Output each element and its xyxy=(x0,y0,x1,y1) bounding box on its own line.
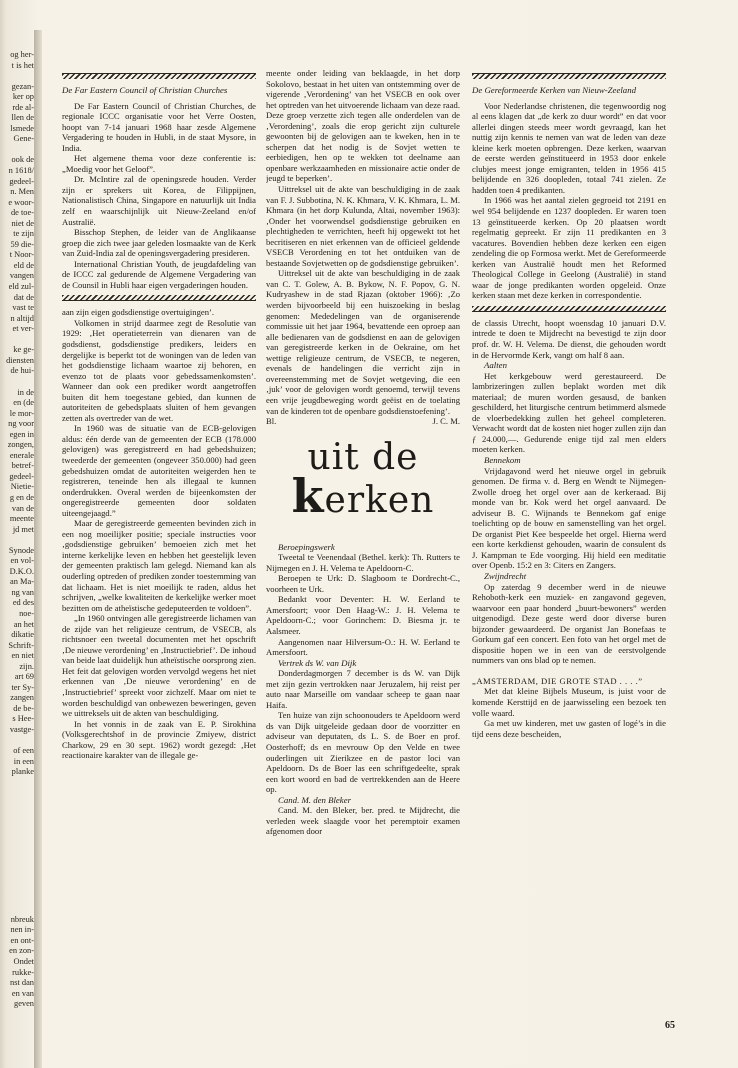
fragment-line: en niet xyxy=(11,651,34,661)
fragment-line xyxy=(0,873,34,884)
fragment-line: og her- xyxy=(10,50,34,59)
soviet-article-continuation xyxy=(266,68,460,416)
fragment-line xyxy=(0,862,34,873)
fragment-line: Gene- xyxy=(13,134,34,144)
paragraph: Uittreksel uit de akte van beschuldiging in de zaak van C. T. Golew, A. B. Bykow, N. F. Popov, G. N. Kudryashew in de stad Rjazan (oktober 1966): ‚Zo werden bijvoorbeeld bij een huiszoeking in beslag genomen: Mededelingen van de organiserende commissie uit het jaar 1964, bevattende een oproep aan alle bedienaren van de godsdienst en aan de gelovigen van geregistreerde kerken in de Oekraine, om het wettige religieuze centrum, de VSECB, te negeren, evenals de handelingen die verricht zijn in overeenstemming met de Sovjet wetgeving, die een ‚juk’ voor de gelovigen wordt genoemd, terwijl tevens een vrije jeugdbeweging wordt geëist en de toelating van de kinderen tot de openbare godsdienstoefening’. xyxy=(266,268,460,416)
local-church-news xyxy=(472,360,666,666)
section-paragraph: Het kerkgebouw werd gerestaureerd. De lambrizeringen zullen beplakt worden met dik materiaal; de muren worden gesausd, de banken geschilderd, het liturgische centrum betimmerd alsmede de vloerbedekking zullen het geheel completeren. Verwacht wordt dat de kosten niet hoger zullen zijn dan ƒ 24.000,—. Gedurende enige tijd zal men elders moeten kerken. xyxy=(472,370,666,455)
fragment-line xyxy=(0,377,34,388)
fragment-line: en zon- xyxy=(9,946,34,956)
fragment-line xyxy=(0,830,34,841)
fragment-line: nst dan xyxy=(10,978,34,988)
section-paragraph: Beroepen te Urk: D. Slagboom te Dordrecht-C., voorheen te Urk. xyxy=(266,573,460,594)
paragraph: In het vonnis in de zaak van E. P. Sirokhina (Volksgerechtshof in de provincie Zmiyew, district Charkow, 29 en 30 sept. 1962) wordt gezegd: ‚Het reactionaire karakter van de illegale ge- xyxy=(62,718,256,761)
column-2 xyxy=(266,68,460,1028)
section-paragraph: Aangenomen naar Hilversum-O.: H. W. Eerland te Amersfoort. xyxy=(266,636,460,658)
fragment-line xyxy=(0,799,34,810)
section-paragraph: Ten huize van zijn schoonouders te Apeldoorn werd ds van Dijk uitgeleide gedaan door de voorzitter en adviseur van deputaten, ds L. S. de Boer en prof. Oosterhoff; ds en mevrouw Op den Velde en twee ouderlingen uit Zierikzee en de pastor loci van Apeldoorn. Ds de Boer las een schriftgedeelte, sprak een kort woord en bad de vertrekkenden aan de Heere op. xyxy=(266,710,460,795)
fragment-line: de hui- xyxy=(10,366,34,376)
fragment-line: t Noor- xyxy=(9,250,34,260)
fragment-line xyxy=(0,809,34,820)
fragment-line: de be- xyxy=(13,703,34,713)
fragment-line xyxy=(0,841,34,852)
fragment-line: an Ma- xyxy=(10,577,34,587)
section-heading: Bennekom xyxy=(484,455,521,465)
church-news-sections xyxy=(266,542,460,837)
fragment-line: diensten xyxy=(6,355,34,365)
paragraph: Bisschop Stephen, de leider van de Anglikaanse groep die zich twee jaar geleden losmaakte van de Kerk van Zuid-India zal de openingsvergadering presideren. xyxy=(62,227,256,259)
fragment-line: Synode xyxy=(8,545,34,555)
fragment-line xyxy=(0,778,34,789)
paragraph: International Christian Youth, de jeugdafdeling van de ICCC zal gedurende de Algemene Vergadering van de Counsil in Hubli haar eigen vergaderingen houden. xyxy=(62,258,256,290)
fragment-line: zongen, xyxy=(7,440,34,450)
paragraph: Maar de geregistreerde gemeenten bevinden zich in een nog moeilijker positie; speciale instructies voor ‚godsdienstige gebruiken’ bemoeien zich met het interne kerkelijke leven en hebben het geestelijk leven der gemeenten praktisch lam gelegd. Niemand kan als ouderling optreden of prediken zonder toestemming van dat lichaam. Het is niet moeilijk te raden, aldus het schrijven, „welke kwaliteiten de kerkelijke werker moet bezitten om de atheïstische gedeputeerden te voldoen”. xyxy=(62,518,256,613)
fragment-line: zangen xyxy=(10,693,34,703)
fragment-line: ter Sy- xyxy=(11,682,34,692)
fragment-line: in een xyxy=(13,756,34,766)
paragraph: de classis Utrecht, hoopt woensdag 10 januari D.V. intrede te doen te Mijdrecht na bevestigd te zijn door prof. dr. W. H. Velema. De dienst, die gehouden wordt in de Hervormde Kerk, vangt om half 8 aan. xyxy=(472,317,666,360)
fragment-line xyxy=(0,736,34,747)
fragment-line: ke ge- xyxy=(13,345,34,355)
article-signature xyxy=(266,416,460,427)
fragment-line: n. Men xyxy=(10,187,34,197)
fragment-line: vangen xyxy=(9,271,34,281)
fragment-line: t is het xyxy=(11,60,34,70)
article-heading-nieuw-zeeland: De Gereformeerde Kerken van Nieuw-Zeeland xyxy=(472,85,636,95)
fragment-line: nen in- xyxy=(10,925,34,935)
fragment-line: ng voor xyxy=(8,419,34,429)
paragraph: Het algemene thema voor deze conferentie is: „Moedig voor het Geloof”. xyxy=(62,153,256,174)
fragment-line: vastge- xyxy=(9,725,34,734)
fragment-line: art 69 xyxy=(14,672,34,682)
fragment-line: en vol- xyxy=(10,556,34,566)
section-heading: Cand. M. den Bleker xyxy=(278,794,352,805)
section-paragraph: Tweetal te Veenendaal (Bethel. kerk): Th. Rutters te Nijmegen en J. H. Velema te Apeldoorn-C. xyxy=(266,552,460,573)
fragment-line: g en de xyxy=(9,492,34,502)
fragment-line: Schrift- xyxy=(8,640,34,650)
fragment-line: Ondet xyxy=(13,957,34,967)
fragment-line: rde al- xyxy=(12,102,34,112)
uit-de-kerken-banner: uit de kerken xyxy=(291,436,435,523)
fragment-line xyxy=(0,535,34,546)
fragment-line: eld zul- xyxy=(8,282,34,292)
paragraph: „In 1960 ontvingen alle geregistreerde lichamen van de zijde van het religieuze centrum, de VSECB, als richtsnoer een tweetal documenten met het opschrift ‚De nieuwe verordening’ en ‚Instructiebrief’. De inhoud van beide laat duidelijk hun atheïstische oorsprong zien. Het feit dat gelovigen worden vervolgd wegens het niet erkennen van ‚De nieuwe verordening’ en de ‚Instructiebrief’ spreekt voor zichzelf. Maar om niet te worden beschuldigd van onbewezen beweringen, geven we uittreksels uit de akten van beschuldiging. xyxy=(62,613,256,719)
nieuw-zeeland-article xyxy=(472,101,666,301)
fragment-line: ker op xyxy=(12,92,34,102)
fragment-line: ng van xyxy=(11,587,34,597)
fragment-line: et ver- xyxy=(12,324,34,334)
section-paragraph: Op zaterdag 9 december werd in de nieuwe Rehoboth-kerk een muziek- en zangavond gegeven, waarvoor een paar honderd „buurt-bewoners” werden uitgenodigd. Deze geste werd door diverse buren bijzonder gewaardeerd. De organist Jan Bonefaas te Gorkum gaf een concert. Een foto van het orgel met de dispositie hopen we in een van de eerstvolgende nummers van ons blad op te nemen. xyxy=(472,581,666,666)
fragment-line xyxy=(0,71,34,82)
fragment-line xyxy=(0,788,34,799)
paragraph: Volkomen in strijd daarmee zegt de Resolutie van 1929: ‚Het operatieterrein van dienaren van de godsdienst, godsdienstige predikers, leiders en dergelijke is beperkt tot de woningen van de leden van het godsdienstige lichaam waartoe zij behoren, en evenzo tot de plaats voor gebedssamenkomsten’. Wanneer dan ook een prediker wordt aangetroffen buiten dit hem toegestane gebied, dan kunnen de autoriteiten de gebedsplaats sluiten of hem gevangen zetten als overtreder van de wet. xyxy=(62,317,256,423)
fragment-line: betref- xyxy=(11,461,34,471)
fragment-line: te zijn xyxy=(13,229,34,239)
fragment-line xyxy=(0,883,34,894)
page-number: 65 xyxy=(665,1020,675,1031)
paragraph: aan zijn eigen godsdienstige overtuigingen’. xyxy=(62,307,215,318)
paragraph: meente onder leiding van beklaagde, in het dorp Sokolovo, bestaat in het uiten van ontstemming over de vigerende ‚Verordening’ van het VSECB en ook over het optreden van het uitvoerende lichaam van deze raad. Deze groep verzette zich tegen alle onderdelen van de ‚Verordening’, zoals die erop gericht zijn culturele gewoonten bij de gelovigen aan te kweken, hen in te scherpen dat het nodig is de Sovjet wetten te eerbiedigen, hen op te wekken tot deelname aan openbare werkzaamheden en missionaire actie onder de jeugd te beperken’. xyxy=(266,68,460,184)
fragment-line: le mor- xyxy=(9,408,34,418)
fragment-line: D.K.O. xyxy=(9,566,34,576)
article-separator-right xyxy=(472,306,666,312)
paragraph: In 1960 was de situatie van de ECB-gelovigen aldus: één derde van de gemeenten der ECB (178.000 gelovigen) was geregistreerd en had gebedshuizen; tweederde der gemeenten (ongeveer 350.000) had geen gebedshuizen omdat de autoriteiten weigerden hen te registreren, teneinde hen als illegaal te kunnen onderdrukken. Overal werden de bijeenkomsten der ongeregistreerde gemeenten door soldaten uiteengejaagd.” xyxy=(62,423,256,518)
fragment-line: vast te xyxy=(12,303,34,313)
far-eastern-article xyxy=(62,101,256,291)
section-heading: Aalten xyxy=(484,360,507,371)
fragment-line: planke xyxy=(11,767,34,777)
fragment-line: nbreuk xyxy=(10,914,34,924)
fragment-line: gedeel- xyxy=(9,176,34,186)
fragment-line: e woor- xyxy=(8,197,34,207)
fragment-line xyxy=(0,894,34,905)
fragment-line: dikatie xyxy=(11,630,34,640)
section-heading: Beroepingswerk xyxy=(278,541,335,552)
fragment-line: de toe- xyxy=(10,208,34,218)
soviet-article-continued xyxy=(62,307,256,761)
fragment-line: ed des xyxy=(12,598,34,608)
fragment-line xyxy=(0,820,34,831)
fragment-line: eld de xyxy=(13,260,34,270)
fragment-line: Nietie- xyxy=(10,482,34,492)
section-heading: Zwijndrecht xyxy=(484,571,527,582)
paragraph: De Far Eastern Council of Christian Churches, de regionale ICCC organisatie voor het Verre Oosten, hoopt van 7-14 januari 1968 haar zesde Algemene Vergadering te houden in Hubli, in de staat Mysore, in India. xyxy=(62,100,256,153)
column-3 xyxy=(472,68,666,1028)
section-paragraph: Bedankt voor Deventer: H. W. Eerland te Amersfoort; voor Den Haag-W.: J. H. Velema te Apeldoorn-C.; voor Gorinchem: D. Biesma jr. te Aalsmeer. xyxy=(266,594,460,636)
section-heading: Vertrek ds W. van Dijk xyxy=(278,657,357,668)
fragment-line: egen in xyxy=(9,429,34,439)
fragment-line: n altijd xyxy=(10,313,34,323)
signature-right: J. C. M. xyxy=(432,416,460,427)
article-separator xyxy=(62,295,256,301)
fragment-line: gezan- xyxy=(11,81,34,91)
fragment-line: en van xyxy=(11,988,34,998)
fragment-line: niet de xyxy=(11,218,34,228)
fragment-line: n 1618/ xyxy=(8,166,34,176)
amsterdam-heading: „AMSTERDAM, DIE GROTE STAD . . . .” xyxy=(472,675,643,686)
top-separator xyxy=(62,73,256,79)
fragment-line: dat de xyxy=(13,292,34,302)
mijdrecht-continuation xyxy=(472,318,666,360)
fragment-line: gedeel- xyxy=(9,471,34,481)
signature-left: Bl. xyxy=(266,416,277,427)
fragment-line xyxy=(0,852,34,863)
fragment-line: en ont- xyxy=(10,935,34,945)
fragment-line: of een xyxy=(13,746,34,756)
section-paragraph: Vrijdagavond werd het nieuwe orgel in gebruik genomen. De firma v. d. Berg en Wendt te Nijmegen-Zwolle droeg het orgel over aan de kerkeraad. Bij monde van br. Kok werd het orgel aanvaard. De adviseur B. C. Wijnands te Bennekom gaf enige toelichting op de bouw en samenstelling van het orgel. De organist Piet Kee bespeelde het orgel. Hierna werd een korte kerkdienst gehouden, waarin de consulent ds J. Kampman te Ede voorging. Hij hield een meditatie over Openb. 15:2 en 3: Citers en Zangers. xyxy=(472,465,666,571)
column-1 xyxy=(62,68,256,1028)
page-gutter xyxy=(34,30,42,1068)
section-paragraph: Cand. M. den Bleker, ber. pred. te Mijdrecht, die verleden week slaagde voor het peremptoir examen afgenomen door xyxy=(266,805,460,837)
fragment-line: 59 die- xyxy=(10,239,34,249)
fragment-line: s Hee- xyxy=(12,714,34,724)
article-heading-far-eastern: De Far Eastern Council of Christian Churches xyxy=(62,85,228,95)
fragment-line: ook de xyxy=(11,155,34,165)
fragment-line: van de xyxy=(11,503,34,513)
section-paragraph: Donderdagmorgen 7 december is ds W. van Dijk met zijn gezin vertrokken naar Jeruzalem, hij reist per auto naar Marseille om vandaar scheep te gaan naar Haifa. xyxy=(266,668,460,710)
fragment-line: meente xyxy=(9,514,34,524)
fragment-line: rukke- xyxy=(12,967,34,977)
fragment-line: lsmede xyxy=(10,123,34,133)
fragment-line: enerale xyxy=(9,450,34,460)
fragment-line xyxy=(0,335,34,346)
fragment-line: noe- xyxy=(19,608,34,618)
paragraph: Dr. McIntire zal de openingsrede houden. Verder zijn er sprekers uit Korea, de Filippijnen, Nationalistisch China, Singapore en natuurlijk uit India zelf en waarschijnlijk uit Nieuw-Zeeland en/of Australië. xyxy=(62,174,256,227)
fragment-line: en (de xyxy=(13,398,34,408)
fragment-line: jd met xyxy=(12,524,34,534)
fragment-line: geven xyxy=(14,999,34,1009)
paragraph: Voor Nederlandse christenen, die tegenwoordig nog al eens klagen dat „de kerk zo duur wordt” en dat voor allerlei dingen steeds meer wordt gevraagd, kan het nuttig zijn kennis te nemen van wat de leden van deze kleine kerk moeten opbrengen. Deze kerken, waarvan de eerste werden geïnstitueerd in 1953 door enkele clubjes meest jonge emigranten, telden in 1956 415 belijdende en 326 doopleden, totaal 741 zielen. Ze hadden toen 4 predikanten. xyxy=(472,100,666,195)
paragraph: Uittreksel uit de akte van beschuldiging in de zaak van F. J. Subbotina, N. K. Khmara, V. K. Khmara, L. M. Khmara (in het dorp Kulunda, Altai, november 1963): ‚Onder het voorwendsel godsdienstige gebruiken en plechtigheden te verrichten, heeft hij opgewekt tot het becritiseren en niet erkennen van de officieel geldende VSECB Verordening en tot het ontduiken van de bestaande Sovjetwetten op de godsdienstige gebruiken’. xyxy=(266,184,460,268)
fragment-line: in de xyxy=(17,387,34,397)
paragraph: Ga met uw kinderen, met uw gasten of logé’s in die tijd eens deze bescheiden, xyxy=(472,718,666,739)
fragment-line xyxy=(0,145,34,156)
paragraph: In 1966 was het aantal zielen gegroeid tot 2191 en wel 954 belijdende en 1237 doopleden. Er waren toen 13 geïnstitueerde kerken. Op 20 plaatsen wordt regelmatig gepreekt. Er zijn 11 predikanten en 3 vacatures. Bovendien hebben deze kerken een eigen zendeling die op Formosa werkt. Met de Gereformeerde kerken van Australië houdt men het Reformed Theological College in Geelong (Australië) in stand waar de jonge predikanten worden opgeleid. Onze kerken staan met deze kerken in correspondentie. xyxy=(472,195,666,301)
fragment-line: an het xyxy=(13,619,34,629)
amsterdam-article xyxy=(472,686,666,739)
fragment-line: llen de xyxy=(11,113,34,123)
previous-page-fragment xyxy=(0,50,34,1010)
fragment-line: zijn. xyxy=(19,661,34,671)
fragment-line xyxy=(0,904,34,915)
paragraph: Met dat kleine Bijbels Museum, is juist voor de komende Kersttijd en de jaarwisseling een bezoek ten volle waard. xyxy=(472,686,666,718)
top-separator-right xyxy=(472,73,666,79)
